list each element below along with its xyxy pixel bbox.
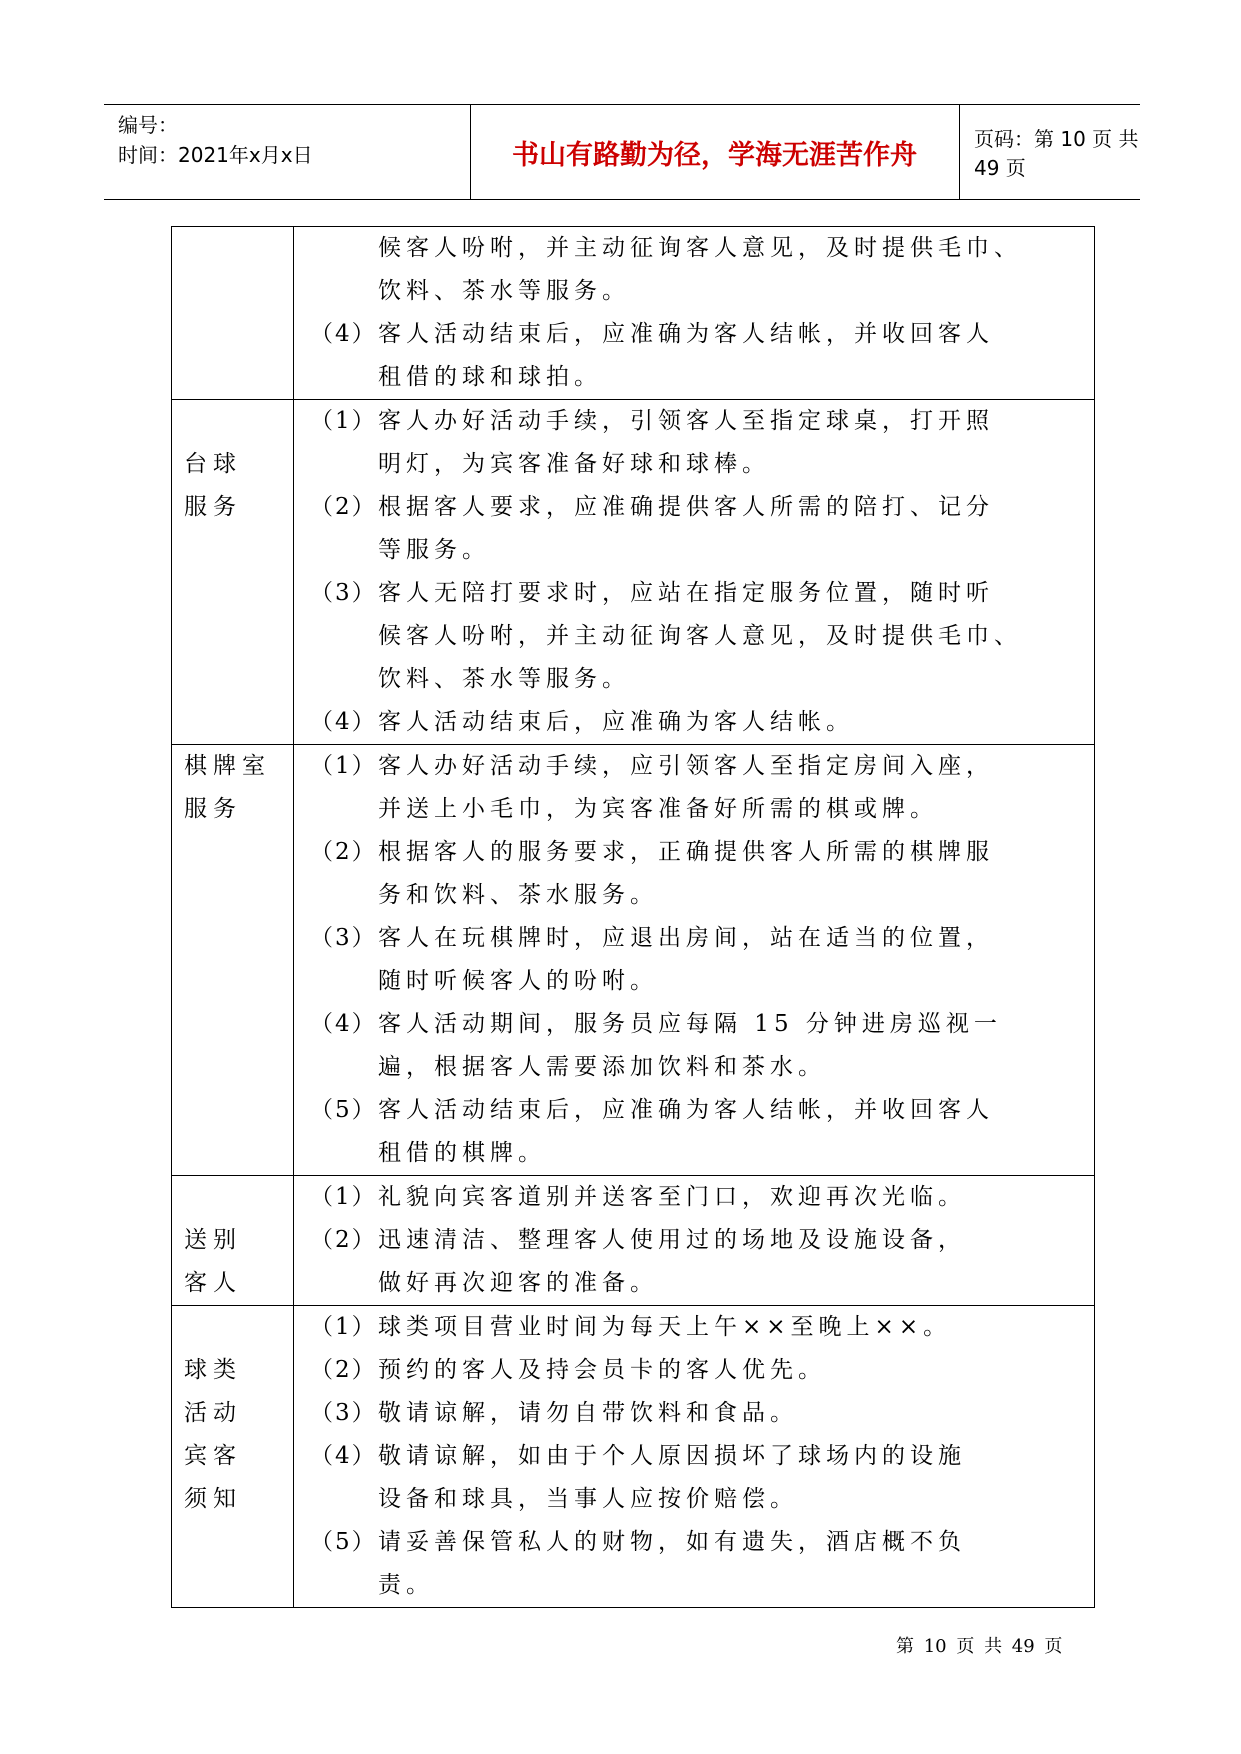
category-label: 送别 客人 (184, 1227, 242, 1296)
item-number (310, 960, 378, 1003)
item-text: 根据客人要求，应准确提供客人所需的陪打、记分 (378, 494, 994, 520)
list-item (310, 1478, 1080, 1521)
category-cell (172, 400, 294, 745)
list-item (310, 1089, 1080, 1132)
service-table (171, 226, 1095, 1608)
service-steps-cell (294, 227, 1095, 400)
item-number (310, 443, 378, 486)
item-number: （4） (310, 1011, 377, 1037)
item-text: 明灯，为宾客准备好球和球棒。 (378, 451, 770, 477)
list-item (310, 1003, 1080, 1046)
item-number (310, 270, 378, 313)
list-item (310, 1564, 1080, 1607)
item-text: 根据客人的服务要求，正确提供客人所需的棋牌服 (378, 839, 994, 865)
page-footer: 第 10 页 共 49 页 (896, 1636, 1063, 1657)
list-item (310, 1349, 1080, 1392)
list-item (310, 1046, 1080, 1089)
item-text: 饮料、茶水等服务。 (378, 666, 630, 692)
list-item (310, 1392, 1080, 1435)
item-number: （2） (310, 494, 377, 520)
list-item (310, 270, 1080, 313)
item-text: 客人活动结束后，应准确为客人结帐。 (378, 709, 854, 735)
item-text: 遍，根据客人需要添加饮料和茶水。 (378, 1054, 826, 1080)
item-number (310, 227, 378, 270)
header-divider (959, 105, 960, 199)
item-text: 客人活动结束后，应准确为客人结帐，并收回客人 (378, 1097, 994, 1123)
list-item (310, 1219, 1080, 1262)
item-number (310, 615, 378, 658)
list-item (310, 615, 1080, 658)
item-text: 责。 (378, 1572, 434, 1598)
list-item (310, 701, 1080, 744)
item-number: （4） (310, 709, 377, 735)
list-item (310, 443, 1080, 486)
item-text: 随时听候客人的吩咐。 (378, 968, 658, 994)
table-row (172, 1306, 1095, 1608)
item-text: 请妥善保管私人的财物，如有遗失，酒店概不负 (378, 1529, 966, 1555)
item-number: （3） (310, 1400, 377, 1426)
item-number: （5） (310, 1529, 377, 1555)
item-text: 做好再次迎客的准备。 (378, 1270, 658, 1296)
item-number: （4） (310, 1443, 377, 1469)
item-number (310, 1564, 378, 1607)
category-cell (172, 745, 294, 1176)
document-time: 时间：2021年x月x日 (118, 143, 313, 167)
item-number: （3） (310, 925, 377, 951)
item-text: 并送上小毛巾，为宾客准备好所需的棋或牌。 (378, 796, 938, 822)
item-text: 迅速清洁、整理客人使用过的场地及设施设备， (378, 1227, 966, 1253)
service-steps-cell (294, 1176, 1095, 1306)
category-label: 球类 活动 宾客 须知 (184, 1357, 242, 1512)
item-text: 租借的球和球拍。 (378, 364, 602, 390)
table-row (172, 227, 1095, 400)
item-text: 敬请谅解，如由于个人原因损坏了球场内的设施 (378, 1443, 966, 1469)
header-page-number: 页码：第 10 页 共 49 页 (974, 127, 1139, 180)
item-text: 敬请谅解，请勿自带饮料和食品。 (378, 1400, 798, 1426)
item-text: 客人活动期间，服务员应每隔 15 分钟进房巡视一 (378, 1011, 1002, 1037)
item-number (310, 1132, 378, 1175)
item-number: （4） (310, 321, 377, 347)
list-item (310, 788, 1080, 831)
list-item (310, 486, 1080, 529)
item-text: 候客人吩咐，并主动征询客人意见，及时提供毛巾、 (378, 623, 1022, 649)
item-text: 客人活动结束后，应准确为客人结帐，并收回客人 (378, 321, 994, 347)
item-number (310, 1262, 378, 1305)
list-item (310, 529, 1080, 572)
item-text: 设备和球具，当事人应按价赔偿。 (378, 1486, 798, 1512)
item-text: 租借的棋牌。 (378, 1140, 546, 1166)
service-steps-cell (294, 400, 1095, 745)
item-number (310, 356, 378, 399)
item-number: （2） (310, 1227, 377, 1253)
list-item (310, 227, 1080, 270)
table-row (172, 1176, 1095, 1306)
document-code: 编号： (118, 113, 178, 137)
item-number: （2） (310, 839, 377, 865)
item-number: （1） (310, 1184, 377, 1210)
item-number: （1） (310, 1314, 377, 1340)
table-row (172, 745, 1095, 1176)
service-steps-cell (294, 745, 1095, 1176)
item-text: 等服务。 (378, 537, 490, 563)
item-number (310, 658, 378, 701)
item-text: 务和饮料、茶水服务。 (378, 882, 658, 908)
category-cell (172, 1176, 294, 1306)
item-text: 饮料、茶水等服务。 (378, 278, 630, 304)
item-number: （1） (310, 408, 377, 434)
table-row (172, 400, 1095, 745)
item-text: 客人办好活动手续，引领客人至指定球桌，打开照 (378, 408, 994, 434)
list-item (310, 1306, 1080, 1349)
item-number: （5） (310, 1097, 377, 1123)
service-steps-cell (294, 1306, 1095, 1608)
item-number (310, 529, 378, 572)
header-meta (118, 105, 468, 199)
list-item (310, 400, 1080, 443)
list-item (310, 658, 1080, 701)
item-text: 候客人吩咐，并主动征询客人意见，及时提供毛巾、 (378, 235, 1022, 261)
item-number: （3） (310, 580, 377, 606)
category-cell (172, 1306, 294, 1608)
list-item (310, 874, 1080, 917)
list-item (310, 1262, 1080, 1305)
item-number (310, 788, 378, 831)
item-number (310, 1046, 378, 1089)
category-cell (172, 227, 294, 400)
item-text: 客人在玩棋牌时，应退出房间，站在适当的位置， (378, 925, 994, 951)
list-item (310, 1132, 1080, 1175)
list-item (310, 356, 1080, 399)
list-item (310, 917, 1080, 960)
item-text: 客人无陪打要求时，应站在指定服务位置，随时听 (378, 580, 994, 606)
page-header (104, 104, 1140, 200)
list-item (310, 745, 1080, 788)
list-item (310, 1176, 1080, 1219)
item-number (310, 874, 378, 917)
item-text: 球类项目营业时间为每天上午××至晚上××。 (378, 1314, 952, 1340)
item-text: 客人办好活动手续，应引领客人至指定房间入座， (378, 753, 994, 779)
item-text: 礼貌向宾客道别并送客至门口，欢迎再次光临。 (378, 1184, 966, 1210)
list-item (310, 572, 1080, 615)
category-label: 台球 服务 (184, 451, 242, 520)
item-number (310, 1478, 378, 1521)
list-item (310, 960, 1080, 1003)
item-number: （2） (310, 1357, 377, 1383)
list-item (310, 831, 1080, 874)
item-text: 预约的客人及持会员卡的客人优先。 (378, 1357, 826, 1383)
header-motto: 书山有路勤为径，学海无涯苦作舟 (512, 139, 917, 171)
list-item (310, 1521, 1080, 1564)
item-number: （1） (310, 753, 377, 779)
list-item (310, 313, 1080, 356)
category-label: 棋牌室 服务 (184, 753, 271, 822)
list-item (310, 1435, 1080, 1478)
